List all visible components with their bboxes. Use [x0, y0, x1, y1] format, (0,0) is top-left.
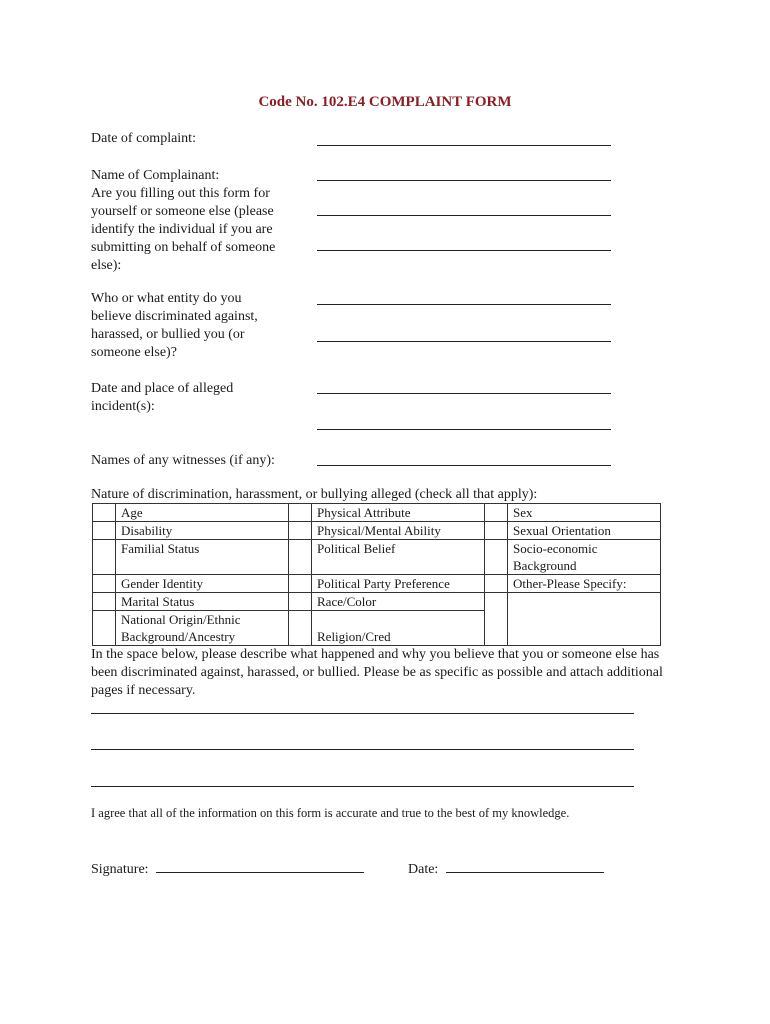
option-label: Political Belief	[312, 540, 485, 575]
date-block	[408, 858, 604, 878]
option-label: Socio-economic Background	[508, 540, 661, 575]
table-row	[93, 504, 661, 522]
checkbox-age[interactable]	[93, 504, 116, 522]
option-label: Political Party Preference	[312, 575, 485, 593]
checkbox-physical-mental-ability[interactable]	[289, 522, 312, 540]
option-label: Sexual Orientation	[508, 522, 661, 540]
table-row	[93, 575, 661, 593]
signature-block	[91, 858, 364, 878]
option-label: Age	[116, 504, 289, 522]
incident-date-place-field-1[interactable]	[317, 393, 611, 394]
option-label: Familial Status	[116, 540, 289, 575]
checkbox-blank-2[interactable]	[485, 611, 508, 646]
checkbox-marital-status[interactable]	[93, 593, 116, 611]
checkbox-political-party[interactable]	[289, 575, 312, 593]
checkbox-blank-1[interactable]	[485, 593, 508, 611]
option-label: Physical/Mental Ability	[312, 522, 485, 540]
checkbox-gender-identity[interactable]	[93, 575, 116, 593]
checkbox-political-belief[interactable]	[289, 540, 312, 575]
witnesses-label: Names of any witnesses (if any):	[91, 453, 275, 468]
checkbox-race-color[interactable]	[289, 593, 312, 611]
blank-cell	[508, 611, 661, 646]
option-label: Sex	[508, 504, 661, 522]
complainant-name-field-2[interactable]	[317, 215, 611, 216]
checkbox-religion-creed[interactable]	[289, 611, 312, 646]
accused-entity-field-1[interactable]	[317, 304, 611, 305]
option-label: Race/Color	[312, 593, 485, 611]
nature-heading: Nature of discrimination, harassment, or bullying alleged (check all that apply):	[91, 487, 538, 502]
description-field-1[interactable]	[91, 713, 634, 714]
option-label: Marital Status	[116, 593, 289, 611]
table-row	[93, 540, 661, 575]
witnesses-field[interactable]	[317, 465, 611, 466]
accused-entity-field-2[interactable]	[317, 341, 611, 342]
describe-instructions: In the space below, please describe what happened and why you believe that you or someone else has been discriminated against, harassed, or bullied. Please be as specific as possible and attach additional pages if necessary.	[91, 647, 663, 698]
other-specify-field[interactable]	[508, 593, 661, 611]
accused-entity-label: Who or what entity do you believe discriminated against, harassed, or bullied you (or someone else)?	[91, 291, 258, 360]
option-label: Disability	[116, 522, 289, 540]
option-label: National Origin/Ethnic Background/Ancestry	[116, 611, 289, 646]
table-row	[93, 611, 661, 646]
checkbox-familial-status[interactable]	[93, 540, 116, 575]
option-label: Other-Please Specify:	[508, 575, 661, 593]
table-row	[93, 593, 661, 611]
complainant-name-field-1[interactable]	[317, 180, 611, 181]
checkbox-national-origin[interactable]	[93, 611, 116, 646]
date-field[interactable]	[446, 858, 604, 873]
signature-label: Signature:	[91, 862, 149, 877]
option-label: Gender Identity	[116, 575, 289, 593]
checkbox-other[interactable]	[485, 575, 508, 593]
allegation-options-table	[92, 503, 661, 646]
description-field-3[interactable]	[91, 786, 634, 787]
checkbox-sexual-orientation[interactable]	[485, 522, 508, 540]
date-of-complaint-field[interactable]	[317, 145, 611, 146]
complainant-name-label: Name of Complainant: Are you filling out this form for yourself or someone else (please identify the individual if you are submitting on behalf of someone else):	[91, 168, 276, 273]
checkbox-socio-economic[interactable]	[485, 540, 508, 575]
option-label: Religion/Cred	[312, 611, 485, 646]
description-field-2[interactable]	[91, 749, 634, 750]
checkbox-disability[interactable]	[93, 522, 116, 540]
agreement-statement: I agree that all of the information on this form is accurate and true to the best of my knowledge.	[91, 806, 570, 820]
incident-date-place-label: Date and place of alleged incident(s):	[91, 381, 234, 414]
date-of-complaint-label: Date of complaint:	[91, 131, 196, 146]
form-title: Code No. 102.E4 COMPLAINT FORM	[258, 94, 512, 110]
checkbox-sex[interactable]	[485, 504, 508, 522]
date-label: Date:	[408, 862, 439, 877]
checkbox-physical-attribute[interactable]	[289, 504, 312, 522]
complainant-name-field-3[interactable]	[317, 250, 611, 251]
option-label: Physical Attribute	[312, 504, 485, 522]
table-row	[93, 522, 661, 540]
signature-field[interactable]	[156, 858, 364, 873]
incident-date-place-field-2[interactable]	[317, 429, 611, 430]
